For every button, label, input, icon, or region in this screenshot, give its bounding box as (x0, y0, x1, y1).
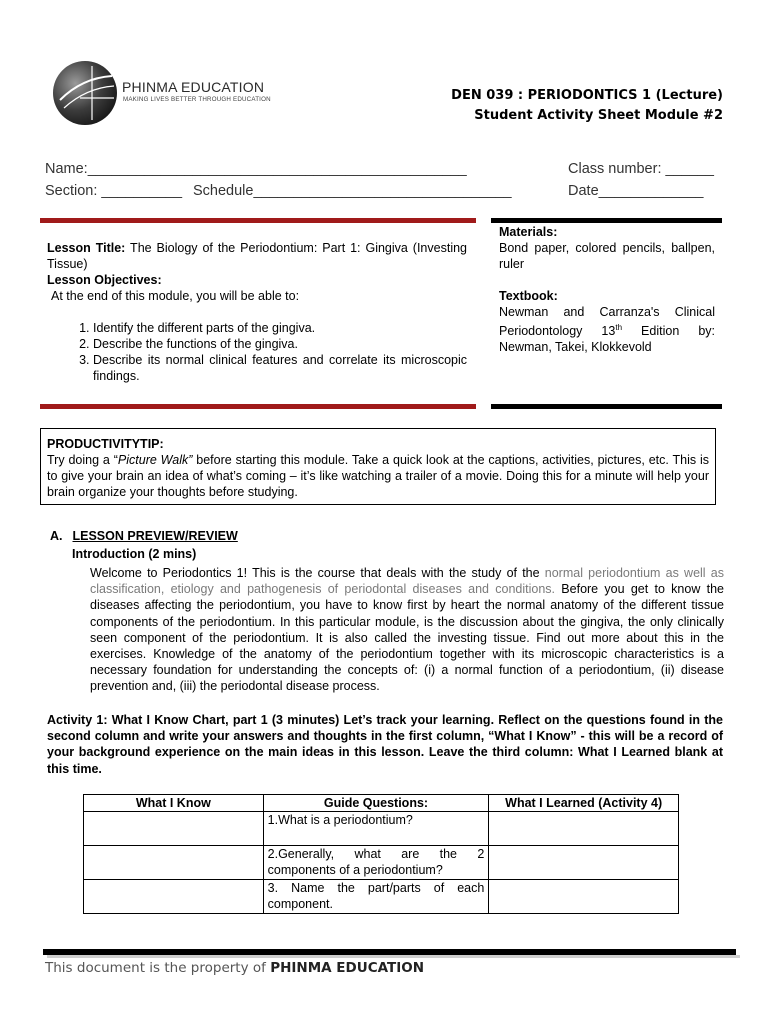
lesson-title: Lesson Title: The Biology of the Periodontium: Part 1: Gingiva (Investing Tissue) (47, 241, 467, 271)
column-header: What I Learned (Activity 4) (489, 795, 679, 812)
section-a-heading: A. LESSON PREVIEW/REVIEW (50, 529, 238, 543)
what-i-know-cell[interactable] (84, 880, 264, 914)
what-i-know-chart (83, 794, 679, 914)
textbook-heading: Textbook: (499, 289, 558, 303)
materials-text: Bond paper, colored pencils, ballpen, ruler (499, 241, 715, 271)
column-header: What I Know (84, 795, 264, 812)
divider-black-bottom (491, 404, 722, 409)
textbook-text: Newman and Carranza's Clinical Periodontology 13th Edition by: Newman, Takei, Klokkevold (499, 305, 715, 355)
divider-red-bottom (40, 404, 476, 409)
guide-question-cell: 2.Generally, what are the 2 components of a periodontium? (263, 846, 489, 880)
guide-question-cell: 3. Name the part/parts of each component. (263, 880, 489, 914)
module-title: Student Activity Sheet Module #2 (474, 108, 723, 123)
activity-1-instructions: Activity 1: What I Know Chart, part 1 (3 minutes) Let’s track your learning. Reflect on the questions found in the second column and write your answers and thoughts in the first column, “What I Know” - this will be a record of your background experience on the main ideas in this lesson. Leave the third column: What I Learned blank at this time. (47, 713, 723, 776)
objectives-heading: Lesson Objectives: (47, 273, 162, 287)
materials-heading: Materials: (499, 225, 558, 239)
tip-text: Try doing a “Picture Walk” before starting this module. Take a quick look at the captions, activities, pictures, etc. This is to give your brain an idea of what’s coming – it’s like watching a trailer of a movie. Doing this for a minute will help your brain organize your thoughts before studying. (47, 453, 709, 499)
schedule-field[interactable]: Schedule________________________________ (193, 183, 512, 199)
divider-red-top (40, 218, 476, 223)
table-row (84, 880, 679, 914)
class-number-field[interactable]: Class number: ______ (568, 161, 714, 177)
table-row (84, 812, 679, 846)
table-header-row (84, 795, 679, 812)
materials-block (499, 224, 715, 355)
productivity-tip-box (40, 428, 716, 505)
guide-question-cell: 1.What is a periodontium? (263, 812, 489, 846)
course-code: DEN 039 : PERIODONTICS 1 (Lecture) (451, 88, 723, 103)
what-i-know-cell[interactable] (84, 812, 264, 846)
brand-name: PHINMA EDUCATION (122, 79, 265, 95)
phinma-logo-icon (52, 60, 118, 126)
divider-black-top (491, 218, 722, 223)
footer-bar-shadow (47, 955, 740, 958)
introduction-heading: Introduction (2 mins) (72, 547, 197, 561)
footer-text: This document is the property of PHINMA EDUCATION (45, 960, 425, 976)
objective-item: 3. Describe its normal clinical features and correlate its microscopic findings. (93, 352, 467, 384)
objectives-list (47, 320, 467, 384)
tip-heading: PRODUCTIVITYTIP: (47, 437, 164, 451)
name-field[interactable]: Name:_______________________________________________ (45, 161, 467, 177)
column-header: Guide Questions: (263, 795, 489, 812)
objective-item: 2. Describe the functions of the gingiva. (93, 336, 467, 352)
lesson-block (47, 240, 467, 384)
objectives-intro: At the end of this module, you will be able to: (51, 289, 300, 303)
what-i-learned-cell[interactable] (489, 880, 679, 914)
brand-tagline: MAKING LIVES BETTER THROUGH EDUCATION (123, 96, 271, 103)
section-field[interactable]: Section: __________ (45, 183, 183, 199)
what-i-know-cell[interactable] (84, 846, 264, 880)
table-row (84, 846, 679, 880)
footer-bar (43, 949, 736, 955)
what-i-learned-cell[interactable] (489, 812, 679, 846)
objective-item: 1. Identify the different parts of the gingiva. (93, 320, 467, 336)
introduction-text: Welcome to Periodontics 1! This is the course that deals with the study of the normal periodontium as well as classification, etiology and pathogenesis of periodontal diseases and conditions. Before you get to know the diseases affecting the periodontium, you have to know first by heart the normal anatomy of the different tissue components of the periodontium. In this particular module, is the discussion about the gingiva, the only clinically seen component of the periodontium. It is also called the investing tissue. Find out more about this in the exercises. Knowledge of the anatomy of the periodontium together with its microscopic characteristics is a necessary foundation for understanding the concepts of: (i) a normal function of a periodontium, (ii) disease prevention and, (iii) the periodontal disease process. (90, 566, 724, 694)
course-title (423, 86, 723, 126)
what-i-learned-cell[interactable] (489, 846, 679, 880)
date-field[interactable]: Date_____________ (568, 183, 704, 199)
